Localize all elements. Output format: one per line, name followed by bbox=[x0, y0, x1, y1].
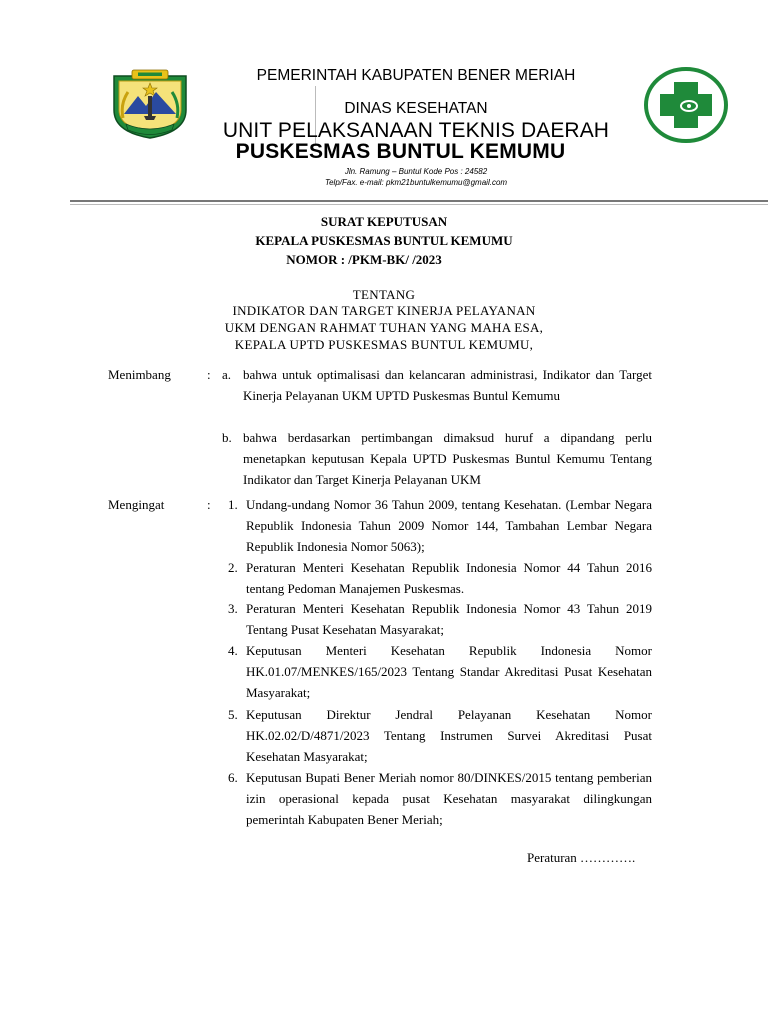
considering-colon: : bbox=[207, 367, 211, 382]
about-line-1: INDIKATOR DAN TARGET KINERJA PELAYANAN bbox=[232, 303, 536, 318]
recalling-item-3: Peraturan Menteri Kesehatan Republik Indonesia Nomor 43 Tahun 2019 Tentang Pusat Kesehatan Masyarakat; bbox=[246, 601, 652, 637]
letterhead-rule bbox=[70, 200, 768, 202]
considering-item-b: bahwa berdasarkan pertimbangan dimaksud huruf a dipandang perlu menetapkan keputusan Kepala UPTD Puskesmas Buntul Kemumu Tentang Indikator dan Target Kinerja Pelayanan UKM bbox=[243, 430, 652, 487]
office-name: DINAS KESEHATAN bbox=[344, 100, 488, 117]
recalling-mark-1: 1. bbox=[228, 497, 238, 512]
government-name: PEMERINTAH KABUPATEN BENER MERIAH bbox=[256, 67, 576, 84]
recalling-item-5: Keputusan Direktur Jendral Pelayanan Kesehatan Nomor HK.02.02/D/4871/2023 Tentang Instrumen Survei Akreditasi Pusat Kesehatan Masyarakat; bbox=[246, 707, 652, 764]
recalling-item-6: Keputusan Bupati Bener Meriah nomor 80/DINKES/2015 tentang pemberian izin operasional kepada pusat Kesehatan masyarakat dilingkungan pemerintah Kabupaten Bener Meriah; bbox=[246, 770, 652, 827]
considering-item-a: bahwa untuk optimalisasi dan kelancaran administrasi, Indikator dan Target Kinerja Pelayanan UKM UPTD Puskesmas Buntul Kemumu bbox=[243, 367, 652, 403]
decree-issuer: KEPALA PUSKESMAS BUNTUL KEMUMU bbox=[255, 233, 513, 248]
recalling-item-2: Peraturan Menteri Kesehatan Republik Indonesia Nomor 44 Tahun 2016 tentang Pedoman Manajemen Puskesmas. bbox=[246, 560, 652, 596]
considering-label: Menimbang bbox=[108, 367, 171, 382]
about-line-2: UKM DENGAN RAHMAT TUHAN YANG MAHA ESA, bbox=[224, 320, 544, 335]
recalling-item-4: Keputusan Menteri Kesehatan Republik Indonesia Nomor HK.01.07/MENKES/165/2023 Tentang Standar Akreditasi Pusat Kesehatan Masyarakat; bbox=[246, 643, 652, 700]
recalling-mark-5: 5. bbox=[228, 707, 238, 722]
recalling-mark-4: 4. bbox=[228, 643, 238, 658]
decree-title: SURAT KEPUTUSAN bbox=[320, 214, 448, 229]
recalling-item-1: Undang-undang Nomor 36 Tahun 2009, tentang Kesehatan. (Lembar Negara Republik Indonesia Tahun 2009 Nomor 144, Tambahan Lembar Negara Republik Indonesia Nomor 5063); bbox=[246, 497, 652, 554]
recalling-mark-6: 6. bbox=[228, 770, 238, 785]
considering-mark-a: a. bbox=[222, 367, 232, 382]
contact-info: Telp/Fax. e-mail: pkm21buntulkemumu@gmail.com bbox=[324, 178, 508, 187]
about-heading: TENTANG bbox=[352, 287, 416, 302]
recalling-colon: : bbox=[207, 497, 211, 512]
recalling-mark-3: 3. bbox=[228, 601, 238, 616]
decree-number: NOMOR : /PKM-BK/ /2023 bbox=[286, 252, 442, 267]
recalling-mark-2: 2. bbox=[228, 560, 238, 575]
recalling-label: Mengingat bbox=[108, 497, 165, 512]
letterhead-rule-thin bbox=[70, 204, 768, 205]
about-line-3: KEPALA UPTD PUSKESMAS BUNTUL KEMUMU, bbox=[234, 337, 534, 352]
puskesmas-name: PUSKESMAS BUNTUL KEMUMU bbox=[235, 140, 566, 163]
address: Jln. Ramung – Buntul Kode Pos : 24582 bbox=[344, 167, 488, 176]
unit-name: UNIT PELAKSANAAN TEKNIS DAERAH bbox=[222, 119, 610, 142]
page-continuation: Peraturan …………. bbox=[527, 850, 636, 865]
considering-mark-b: b. bbox=[222, 430, 232, 445]
